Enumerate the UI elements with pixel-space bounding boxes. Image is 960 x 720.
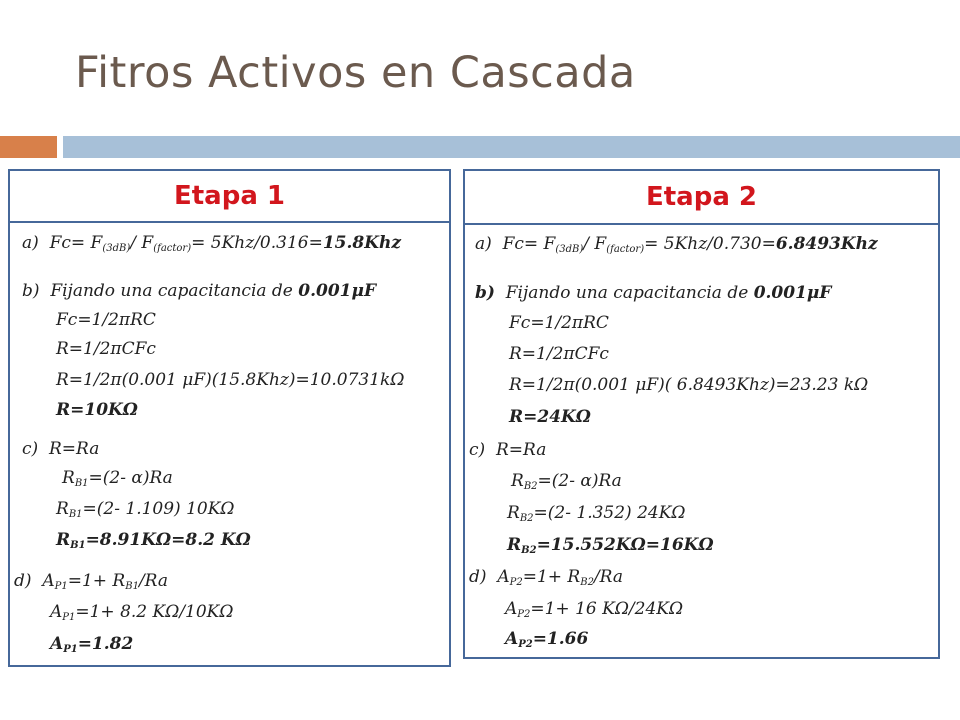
- etapa-2-d-line-2: $A_{P2}=1+ 16$ KΩ/24KΩ: [505, 599, 684, 620]
- etapa-2-step-d: d) $A_{P2}=1+ R_{B2}/Ra$: [469, 567, 623, 588]
- etapa-1-b-line-1: Fc=1/2πRC: [56, 310, 156, 330]
- etapa-1-step-d: d) $A_{P1}=1+ R_{B1}/Ra$: [14, 571, 168, 592]
- etapa-1-step-a: a) $Fc= F_{(3dB)}/$ $F_{(factor)}= 5Khz/0.316=15.8Khz$: [22, 233, 402, 254]
- etapa-1-c-line-1: $R_{B1}=(2-$ α)Ra: [62, 468, 173, 489]
- etapa-1-c-line-2: $R_{B1}=(2-$ 1.109) 10KΩ: [56, 499, 235, 520]
- etapa-2-step-c: c) R=Ra: [469, 440, 547, 460]
- etapa-1-b-line-3: R=1/2π(0.001 μF)(15.8Khz)=10.0731kΩ: [56, 370, 405, 390]
- etapa-1-heading: Etapa 1: [10, 171, 449, 223]
- etapa-2-d-result: $A_{P2}=1.66$: [505, 629, 589, 650]
- etapa-2-c-result: $R_{B2}=15.552K\Omega=16K\Omega$: [507, 535, 714, 556]
- slide-title: Fitros Activos en Cascada: [75, 48, 636, 98]
- etapa-1-panel: [8, 169, 451, 667]
- etapa-1-step-b: b) Fijando una capacitancia de 0.001μF: [22, 281, 377, 301]
- etapa-2-b-line-2: R=1/2πCFc: [509, 344, 609, 364]
- etapa-1-step-c: c) R=Ra: [22, 439, 100, 459]
- etapa-1-d-line-2: $A_{P1}=1+ 8.2$ KΩ/10KΩ: [50, 602, 234, 623]
- etapa-2-heading: Etapa 2: [465, 171, 938, 225]
- etapa-2-step-b: b) Fijando una capacitancia de 0.001μF: [475, 283, 832, 303]
- etapa-2-b-line-3: R=1/2π(0.001 μF)( 6.8493Khz)=23.23 kΩ: [509, 375, 869, 395]
- etapa-2-panel: [463, 169, 940, 659]
- etapa-2-c-line-2: $R_{B2}=(2-$ 1.352) 24KΩ: [507, 503, 686, 524]
- etapa-1-b-result: R=10KΩ: [56, 400, 138, 420]
- etapa-1-b-line-2: R=1/2πCFc: [56, 339, 156, 359]
- accent-bar-orange: [0, 136, 57, 158]
- etapa-2-b-line-1: Fc=1/2πRC: [509, 313, 609, 333]
- etapa-2-step-a: a) $Fc= F_{(3dB)}/$ $F_{(factor)}= 5Khz/0.730=6.8493Khz$: [475, 234, 878, 255]
- etapa-1-d-result: $A_{P1}=1.82$: [50, 634, 134, 655]
- etapa-2-b-result: R=24KΩ: [509, 407, 591, 427]
- etapa-2-c-line-1: $R_{B2}=(2-$ α)Ra: [511, 471, 622, 492]
- accent-bar-blue: [63, 136, 960, 158]
- etapa-1-c-result: $R_{B1}=8.91K\Omega=8.2$ KΩ: [56, 530, 251, 551]
